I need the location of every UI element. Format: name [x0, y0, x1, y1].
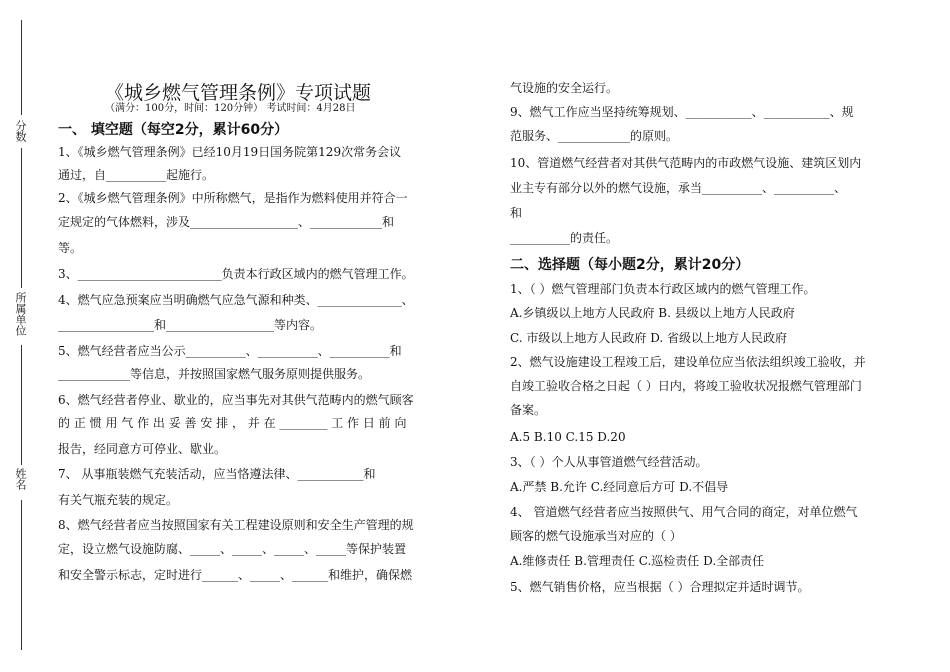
text-line: 10、管道燃气经营者对其供气范畴内的市政燃气设施、建筑区划内 [510, 156, 862, 170]
margin-line [21, 345, 22, 465]
text-line: 4、燃气应急预案应当明确燃气应急气源和种类、______________、 [58, 293, 414, 307]
unit-label: 所属单位 [14, 292, 27, 336]
text-line: 范服务、____________的原则。 [510, 129, 679, 143]
text-line: A.5 B.10 C.15 D.20 [510, 430, 626, 444]
margin-line [21, 148, 22, 288]
text-line: 报告，经同意方可停业、歇业。 [58, 442, 227, 456]
text-line: 1、《城乡燃气管理条例》已经10月19日国务院第129次常务会议 [58, 145, 402, 159]
text-line: 2、《城乡燃气管理条例》中所称燃气，是指作为燃料使用并符合一 [58, 191, 408, 205]
text-line: C. 市级以上地方人民政府 D. 省级以上地方人民政府 [510, 331, 788, 345]
text-line: 备案。 [510, 403, 547, 417]
page-title: 《城乡燃气管理条例》专项试题 [105, 82, 372, 104]
exam-info: （满分：100分，时间：120分钟） 考试时间：4月28日 [105, 103, 356, 114]
text-line: ____________等信息，并按照国家燃气服务原则提供服务。 [58, 367, 371, 381]
margin-line [21, 500, 22, 650]
text-line: 业主专有部分以外的燃气设施，承当__________、__________、 [510, 181, 847, 195]
text-line: 定规定的气体燃料，涉及__________________、____________和 [58, 215, 395, 229]
text-line: 定，设立燃气设施防腐、_____、_____、_____、_____等保护装置 [58, 542, 407, 556]
text-line: 5、燃气销售价格，应当根据（ ）合理拟定并适时调节。 [510, 580, 810, 594]
text-line: 等。 [58, 241, 83, 255]
text-line: A.严禁 B.允许 C.经同意后方可 D.不倡导 [510, 480, 729, 494]
section1-heading: 一、 填空题（每空2分，累计60分） [58, 122, 289, 138]
text-line: 2、燃气设施建设工程竣工后，建设单位应当依法组织竣工验收，并 [510, 355, 866, 369]
section2-heading: 二、选择题（每小题2分，累计20分） [510, 257, 750, 273]
text-line: 和 [510, 206, 523, 220]
text-line: 8、燃气经营者应当按照国家有关工程建设原则和安全生产管理的规 [58, 518, 414, 532]
binding-margin [0, 0, 40, 672]
text-line: 顾客的燃气设施承当对应的（ ） [510, 529, 682, 543]
text-line: 的 正 惯 用 气 作 出 妥 善 安 排 ， 并 在 ________ 工 作 日 前 向 [58, 416, 407, 430]
text-line: 3、________________________负责本行政区域内的燃气管理工作。 [58, 267, 414, 281]
text-line: 3、（ ）个人从事管道燃气经营活动。 [510, 455, 708, 469]
text-line: 1、（ ）燃气管理部门负责本行政区域内的燃气管理工作。 [510, 282, 816, 296]
text-line: 4、 管道燃气经营者应当按照供气、用气合同的商定，对单位燃气 [510, 505, 858, 519]
text-line: 6、燃气经营者停业、歇业的，应当事先对其供气范畴内的燃气顾客 [58, 393, 414, 407]
name-label: 姓名 [14, 468, 27, 490]
text-line: A.乡镇级以上地方人民政府 B. 县级以上地方人民政府 [510, 306, 795, 320]
text-line: 自竣工验收合格之日起（ ）日内，将竣工验收状况报燃气管理部门 [510, 379, 862, 393]
text-line: 和安全警示标志，定时进行______、_____、______和维护，确保燃 [58, 568, 413, 582]
text-line: 通过，自__________起施行。 [58, 168, 215, 182]
text-line: 有关气瓶充装的规定。 [58, 493, 179, 507]
text-line: 7、 从事瓶装燃气充装活动，应当恪遵法律、___________和 [58, 467, 376, 481]
text-line: A.维修责任 B.管理责任 C.巡检责任 D.全部责任 [510, 554, 765, 568]
margin-line [21, 20, 22, 115]
text-line: 9、燃气工作应当坚持统筹规划、___________、___________、规 [510, 105, 854, 119]
text-line: 气设施的安全运行。 [510, 81, 619, 95]
text-line: 5、燃气经营者应当公示__________、__________、__________和 [58, 344, 402, 358]
text-line: ________________和__________________等内容。 [58, 318, 323, 332]
score-label: 分数 [14, 120, 27, 142]
text-line: __________的责任。 [510, 231, 619, 245]
